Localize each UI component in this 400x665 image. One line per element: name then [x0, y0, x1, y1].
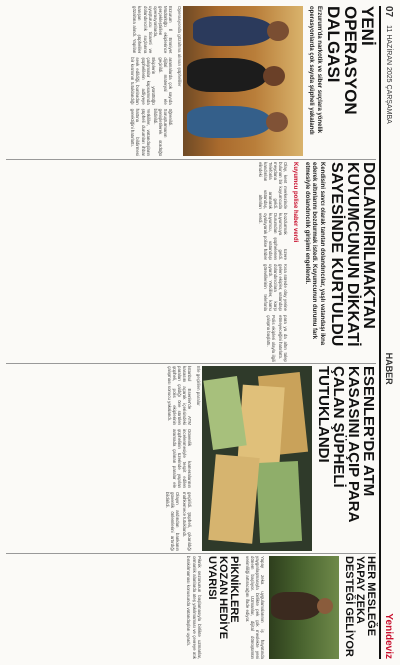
article-headline: YENİ OPERASYON DALGASI — [324, 6, 377, 115]
article-deck: Kendisini savcı olarak tanıtan dolandırıcılar, yaşlı vatandaşı ikna ederek altınlarını bozdurmak istedi. Kuyumcunun durumu fark etmesiyle dolandırıcılık girişimi engellendi. — [304, 162, 325, 346]
body-paragraph: Olay, kent merkezinde bulunan bir kuyumcuda meydana geldi. Telefonla aranarak kandırılan vatandaş, elindeki altınları bozdurmak üzere kuyumcuya geldi. Durumdan şüphelenen kuyumcu, vatandaşı oyalayarak polise haber verdi. — [258, 162, 289, 260]
article-headline: DOLANDIRILMAKTAN KUYUMCUNUN DİKKATİ SAYESİNDE KURTULDU — [328, 162, 377, 347]
article-body — [130, 6, 173, 156]
body-paragraph: Erzurum İl Emniyet Müdürlüğü ekiplerince gerçekleştirilen operasyonlarda, uyuşturucu ticareti ve dolandırıcılık suçlarına karışan şüpheliler gözaltına alındı. Yapılan aramalarda çok sayıda dijital materyal ele geçirildi. — [132, 6, 173, 105]
photo-caption: Ele geçirilen paralar — [196, 366, 201, 406]
article-kicker: Kuyumcu polise haber verdi — [292, 162, 299, 243]
photo-caption: Operasyonda gözaltına alınan şüpheliler — [177, 6, 182, 87]
body-paragraph: Piknik sezonunun başlamasıyla birlikte uzmanlar, ormanlık alanlarda ateş yakılmaması ve çevreye atık bırakılmaması konusunda vatandaşları uyardı. — [186, 556, 202, 659]
body-paragraph: Ekiplerin yürüttüğü çalışmalar kapsamında şüphelilerin adliyeye sevk edildiği, bunlardan bir kısmının tutuklandığı öğrenildi. Soruşturmanın genişletilerek sürdüğü bildirildi. — [130, 57, 173, 156]
body-paragraph: Yetkililer, vatandaşların şüpheli durumları ihbar hattına bildirmesi gerektiğini hatırlattı. — [130, 108, 151, 156]
body-paragraph: İstanbul Esenler'de ATM kasasını açarak içerisindeki paraları çaldığı öne sürülen şüpheli, polis ekiplerinin çalışması sonucu yakalandı. — [166, 366, 192, 425]
article-body — [245, 556, 265, 659]
money-photo — [202, 366, 312, 551]
body-paragraph: Kısa sürede olay yerine gelen ekipler, vatandaşı dolandırıcılara karşı uyardı. Yetkililer, kamu görevlilerinin telefonla para ya da altın talep etmeyeceğini hatırlattı. — [263, 264, 289, 362]
article-jeweler — [6, 162, 376, 362]
column-divider — [6, 553, 376, 554]
section-label: HABER — [384, 352, 394, 385]
article-deck: Erzurum'da narkotik ve siber suçlara yönelik operasyonlarda çok sayıda şüpheli yakalandı — [308, 6, 322, 135]
brand-logo: Yenideviz — [383, 613, 395, 659]
article-headline: ESENLER'DE ATM KASASINI AÇIP PARA ÇALAN ŞÜPHELİ TUTUKLANDI — [315, 366, 377, 522]
page-date: 11 HAZİRAN 2025 ÇARŞAMBA — [385, 25, 393, 124]
article-atm — [6, 366, 376, 551]
header-rule — [379, 6, 381, 659]
article-photo — [183, 6, 303, 156]
article-photo — [269, 556, 339, 659]
article-ai — [6, 556, 376, 659]
column-divider — [6, 159, 376, 160]
column-divider — [6, 363, 376, 364]
body-paragraph: Olayın ardından bankanın güvenlik önlemlerini artırdığı bildirildi. — [164, 492, 180, 551]
body-paragraph: Güvenlik kameralarının incelenmesiyle tespit edilen şüphelinin üzerinde yapılan aramada çalınan paralar ele geçirildi. Şüpheli, çıkarıldığı mahkemece tutuklandı. — [171, 429, 192, 551]
article-headline: HER MESLEĞE YAPAY ZEKA DESTEĞİ GELİYOR — [343, 556, 377, 657]
body-paragraph: Yapay zeka uygulamalarının iş hayatında yaygınlaşmasıyla birlikte pek çok meslekte yeni dönem başlıyor. Uzmanlar, dijital dönüşümün verimliliği artıracağını ifade ediyor. — [244, 556, 265, 659]
article-operation — [6, 6, 376, 156]
body-paragraph: Polis ekipleri olayla ilgili çalışma başlattı. — [266, 315, 277, 362]
page-header — [382, 6, 396, 659]
page-number: 07 — [383, 6, 395, 18]
article-headline-picnic: PİKNİKLERE KOZAN HEDİYE UYARISI — [205, 556, 240, 640]
article-body — [165, 366, 192, 551]
article-body-picnic — [186, 556, 201, 659]
article-body — [258, 162, 289, 362]
